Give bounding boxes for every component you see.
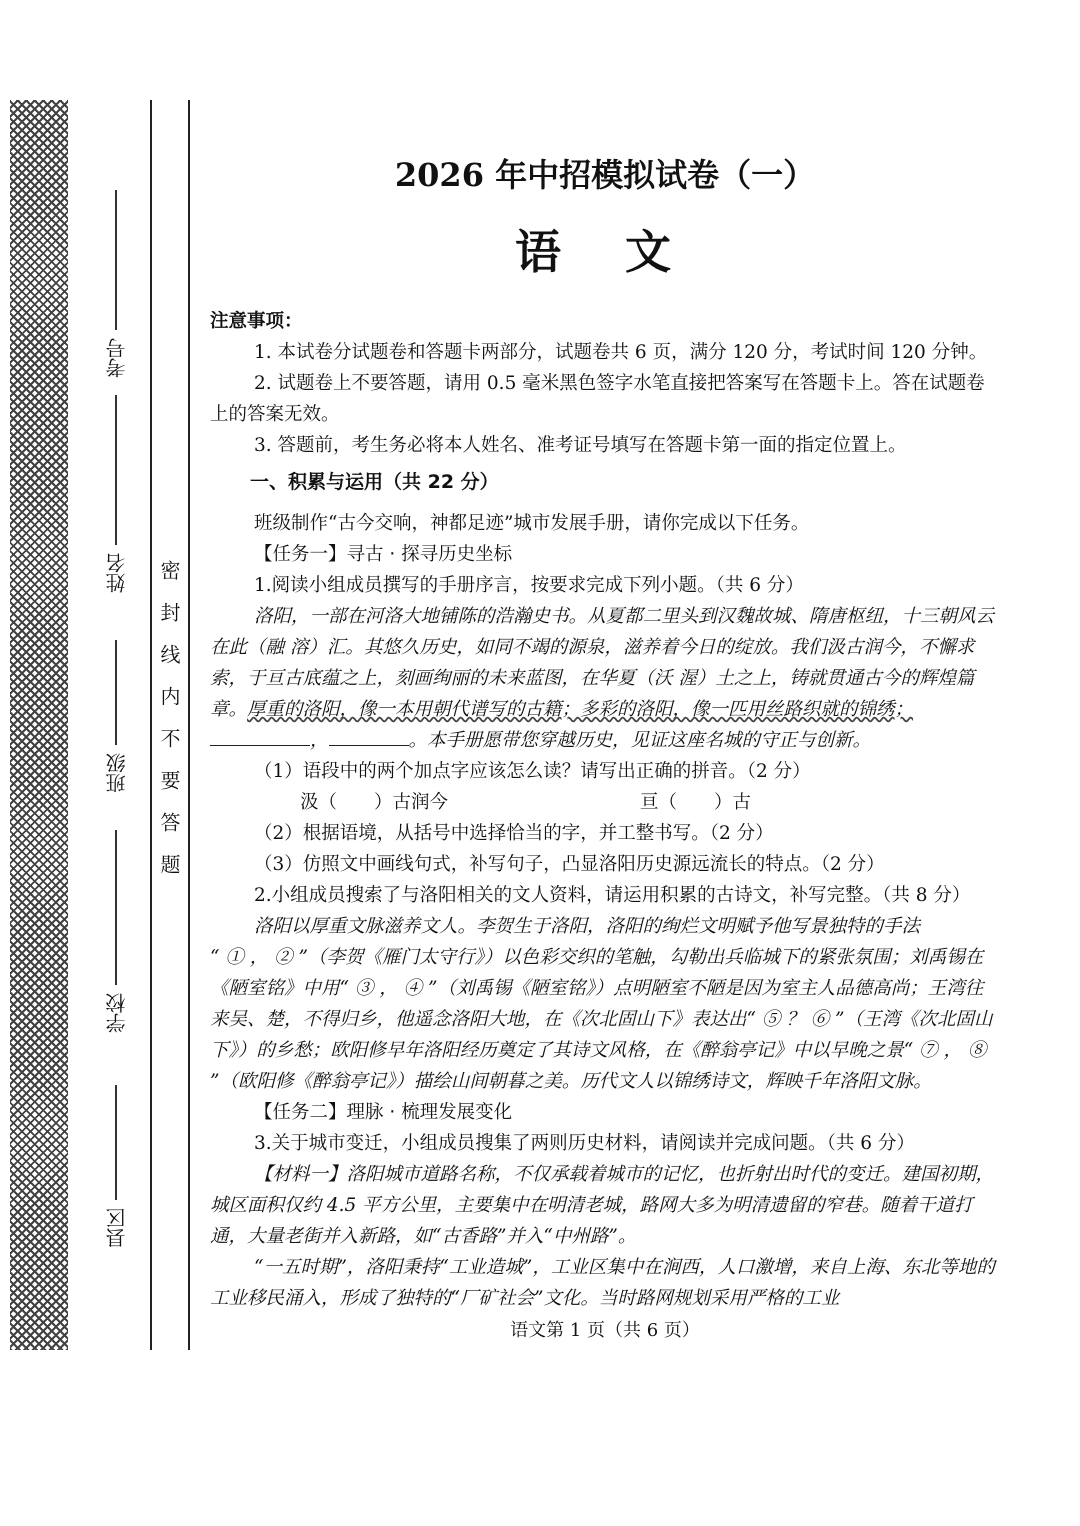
field-district[interactable] — [96, 1085, 136, 1248]
question-stem: 1.阅读小组成员撰写的手册序言，按要求完成下列小题。（共 6 分） — [254, 575, 804, 596]
material-text: 【材料一】洛阳城市道路名称，不仅承载着城市的记忆，也折射出时代的变迁。建国初期，城区面积仅约 4.5 平方公里，主要集中在明清老城，路网大多为明清遗留的窄巷。随着干道打通，大量老街并入新路，如“古香路”并入“中州路”。 — [210, 1164, 995, 1247]
subquestion: （1）语段中的两个加点字应该怎么读？请写出正确的拼音。（2 分） — [254, 761, 811, 782]
reading-passage: 洛阳以厚重文脉滋养文人。李贺生于洛阳，洛阳的绚烂文明赋予他写景独特的手法 — [254, 916, 921, 937]
note-item: 3. 答题前，考生务必将本人姓名、准考证号填写在答题卡第一面的指定位置上。 — [254, 435, 907, 456]
field-label: 姓名 — [104, 553, 129, 593]
material-text: “一五时期”，洛阳秉持“工业造城”，工业区集中在涧西，人口激增，来自上海、东北等地的工业移民涌入，形成了独特的“厂矿社会”文化。当时路网规划采用严格的工业 — [210, 1257, 995, 1309]
pinyin-item[interactable]: 汲（ ）古润今 — [300, 792, 449, 813]
page-footer: 语文第 1 页（共 6 页） — [510, 1320, 700, 1341]
pinyin-item[interactable]: 亘（ ）古 — [640, 792, 752, 813]
binding-line-inner — [188, 100, 190, 1350]
task-heading: 【任务二】理脉 · 梳理发展变化 — [254, 1102, 513, 1123]
underlined-sentence: 厚重的洛阳，像一本用朝代谱写的古籍；多彩的洛阳，像一匹用丝路织就的锦绣； — [247, 699, 914, 720]
binding-margin-pattern — [10, 100, 68, 1350]
reading-passage: 洛阳，一部在河洛大地铺陈的浩瀚史书。从夏都二里头到汉魏故城、隋唐枢纽，十三朝风云在此（融 溶）汇。其悠久历史，如同不竭的源泉，滋养着今日的绽放。我们汲古润今，不懈求索，于亘古底蕴之上，刻画绚丽的未来蓝图，在华夏（沃 渥）土之上，铸就贯通古今的辉煌篇章。厚重的洛阳，像一本用朝代谱写的古籍；多彩的洛阳，像一匹用丝路织就的锦绣； ， 。本手册愿带您穿越历史，见证这座名城的守正与创新。 — [210, 606, 995, 751]
field-name[interactable] — [96, 395, 136, 593]
binding-line-outer — [150, 100, 152, 1350]
exam-title: 2026 年中招模拟试卷（一） — [394, 156, 816, 194]
note-item: 2. 试题卷上不要答题，请用 0.5 毫米黑色签字水笔直接把答案写在答题卡上。答在试题卷上的答案无效。 — [210, 373, 985, 425]
section-intro: 班级制作“古今交响，神都足迹”城市发展手册，请你完成以下任务。 — [254, 513, 810, 534]
field-label: 县区 — [104, 1208, 129, 1248]
exam-page-content — [210, 150, 1000, 1314]
question-stem: 2.小组成员搜索了与洛阳相关的文人资料，请运用积累的古诗文，补写完整。（共 8 分） — [254, 885, 971, 906]
field-label: 学校 — [104, 993, 129, 1033]
section-heading: 一、积累与运用（共 22 分） — [250, 471, 499, 493]
answer-blank[interactable] — [210, 745, 310, 746]
note-item: 1. 本试卷分试题卷和答题卡两部分，试题卷共 6 页，满分 120 分，考试时间 120 分钟。 — [254, 342, 988, 363]
seal-line-notice: 密封线内不要答题 — [157, 560, 181, 896]
answer-blank[interactable] — [329, 745, 409, 746]
passage-text: 。本手册愿带您穿越历史，见证这座名城的守正与创新。 — [408, 730, 872, 751]
subquestion: （3）仿照文中画线句式，补写句子，凸显洛阳历史源远流长的特点。（2 分） — [254, 854, 885, 875]
subject-title: 语 文 — [514, 225, 695, 279]
field-label: 班级 — [104, 753, 129, 793]
passage-text: 洛阳，一部在河洛大地铺陈的浩瀚史书。从夏都二里头到汉魏故城、隋唐枢纽，十三朝风云在此（融 溶）汇。其悠久历史，如同不竭的源泉，滋养着今日的绽放。我们汲古润今，不懈求索，于亘古底蕴之上，刻画绚丽的未来蓝图，在华夏（沃 渥）土之上，铸就贯通古今的辉煌篇章。 — [210, 606, 995, 720]
task-heading: 【任务一】寻古 · 探寻历史坐标 — [254, 544, 513, 565]
field-exam-number[interactable] — [96, 190, 136, 378]
notes-heading: 注意事项： — [210, 311, 303, 332]
question-stem: 3.关于城市变迁，小组成员搜集了两则历史材料，请阅读并完成问题。（共 6 分） — [254, 1133, 915, 1154]
field-school[interactable] — [96, 830, 136, 1033]
subquestion: （2）根据语境，从括号中选择恰当的字，并工整书写。（2 分） — [254, 823, 774, 844]
field-class[interactable] — [96, 640, 136, 793]
reading-passage: “ ① ， ② ”（李贺《雁门太守行》）以色彩交织的笔触，勾勒出兵临城下的紧张氛围；刘禹锡在《陋室铭》中用“ ③ ， ④ ”（刘禹锡《陋室铭》）点明陋室不陋是因为室主人品德高尚；王湾往来吴、楚，不得归乡，他遥念洛阳大地，在《次北固山下》表达出“ ⑤ ？ ⑥ ”（王湾《次北固山下》）的乡愁；欧阳修早年洛阳经历奠定了其诗文风格，在《醉翁亭记》中以早晚之景“ ⑦ ， ⑧ ”（欧阳修《醉翁亭记》）描绘山间朝暮之美。历代文人以锦绣诗文，辉映千年洛阳文脉。 — [210, 947, 993, 1092]
pinyin-row — [210, 787, 1000, 818]
field-label: 考号 — [104, 338, 129, 378]
